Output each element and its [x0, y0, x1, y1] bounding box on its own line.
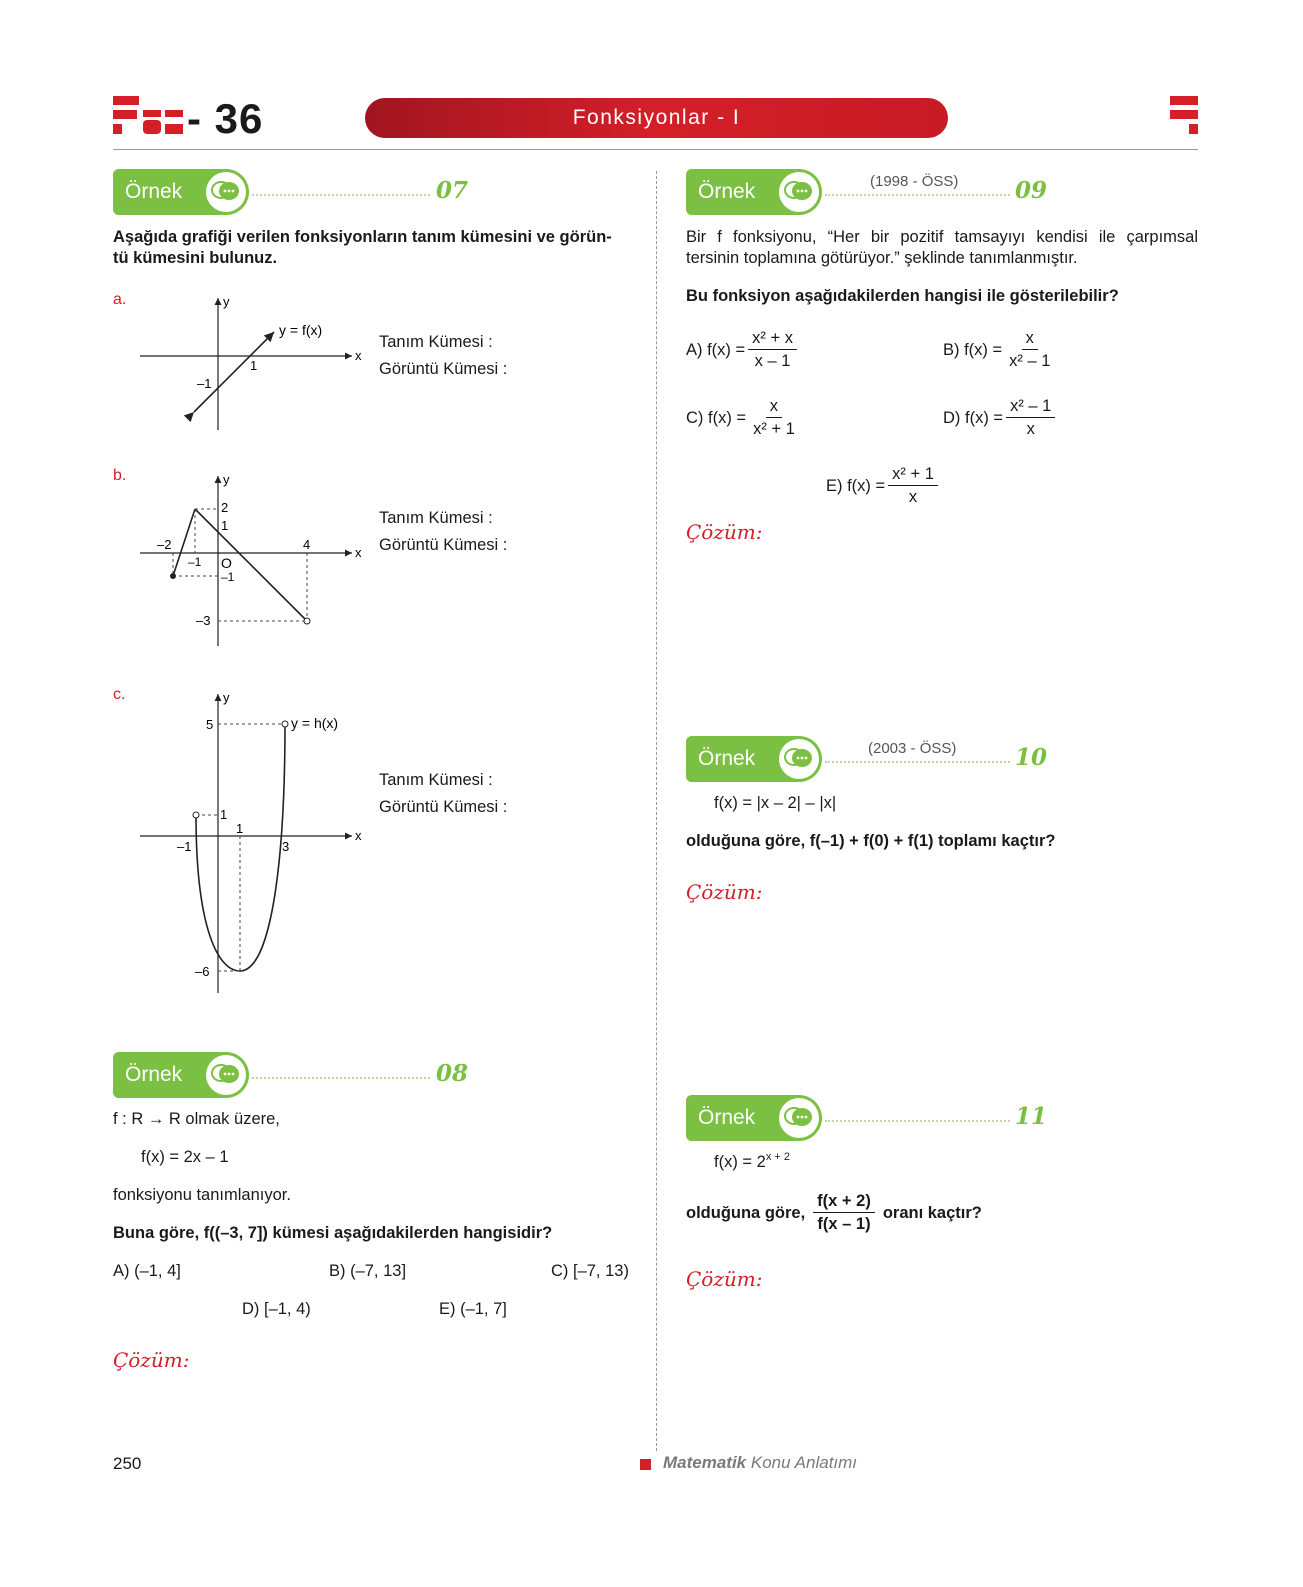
option-letter: C) [686, 408, 704, 427]
q09-option-e [826, 463, 941, 508]
fraction-numerator: x [766, 395, 782, 418]
example-badge-07 [113, 169, 249, 215]
question-number: 07 [436, 177, 469, 204]
fraction [888, 463, 938, 508]
tick-1: 1 [221, 518, 229, 533]
origin-label: O [221, 555, 232, 571]
tanim-kumesi-c: Tanım Kümesi : [379, 771, 493, 789]
tick-neg1-x: –1 [188, 555, 202, 569]
cozum-label: Çözüm: [686, 1267, 763, 1291]
q08-option-b: B) (–7, 13] [329, 1262, 407, 1280]
option-lhs: f(x) = [707, 340, 746, 359]
fraction-denominator: x² – 1 [1009, 352, 1051, 370]
curve-label-f: y = f(x) [279, 322, 323, 338]
goruntu-kumesi-c: Görüntü Kümesi : [379, 798, 508, 816]
x-axis-label: x [355, 828, 362, 843]
question-suffix: oranı kaçtır? [882, 1203, 982, 1222]
q08-line1: f : R → R olmak üzere, [113, 1110, 280, 1128]
cozum-label: Çözüm: [686, 880, 763, 904]
q08-option-d: D) [–1, 4) [242, 1300, 311, 1318]
curve-label-h: y = h(x) [291, 715, 339, 731]
faz-logo [113, 96, 185, 142]
q09-question: Bu fonksiyon aşağıdakilerden hangisi ile gösterilebilir? [686, 287, 1119, 305]
example-label: Örnek [125, 180, 183, 203]
tanim-kumesi-b: Tanım Kümesi : [379, 509, 493, 527]
fraction-denominator: x [1026, 420, 1035, 438]
example-badge-09 [686, 169, 822, 215]
fraction-numerator: x² + x [748, 327, 797, 350]
x-axis-label: x [355, 545, 362, 560]
q10-question: olduğuna göre, f(–1) + f(0) + f(1) toplamı kaçtır? [686, 832, 1056, 850]
header-rule [113, 149, 1198, 150]
q09-line1: Bir f fonksiyonu, “Her bir pozitif tamsayıyı kendisi ile çarpımsal [686, 228, 1198, 246]
fraction [1006, 395, 1055, 440]
tanim-kumesi-a: Tanım Kümesi : [379, 333, 493, 351]
q07-prompt-2: tü kümesini bulunuz. [113, 249, 278, 267]
graph-b [130, 470, 365, 650]
option-lhs: f(x) = [847, 476, 886, 495]
fraction-numerator: f(x + 2) [813, 1190, 875, 1213]
y-axis-label: y [223, 472, 230, 487]
option-letter: D) [943, 408, 961, 427]
part-letter-a: a. [113, 291, 127, 308]
tick-neg1: –1 [197, 376, 212, 391]
source-year: (2003 - ÖSS) [868, 740, 957, 757]
footer-square-icon [640, 1459, 651, 1470]
unit-number: - 36 [187, 95, 264, 142]
column-divider [656, 171, 657, 1451]
formula-base: f(x) = 2 [714, 1153, 766, 1171]
leader-dots [825, 761, 1010, 763]
part-letter-b: b. [113, 467, 127, 484]
formula-exponent: x + 2 [765, 1151, 790, 1163]
leader-dots [252, 194, 430, 196]
q09-option-b [943, 327, 1057, 372]
fraction-denominator: x² + 1 [753, 420, 795, 438]
y-axis-label: y [223, 294, 230, 309]
fraction [1005, 327, 1054, 372]
page-number: 250 [113, 1454, 142, 1473]
x-axis-label: x [355, 348, 362, 363]
goruntu-kumesi-a: Görüntü Kümesi : [379, 360, 508, 378]
leader-dots [825, 194, 1010, 196]
option-letter: E) [826, 476, 843, 495]
example-label: Örnek [125, 1063, 183, 1086]
leader-dots [252, 1077, 430, 1079]
option-letter: B) [943, 340, 960, 359]
fraction-numerator: x [1022, 327, 1038, 350]
book-title [663, 1453, 857, 1473]
question-number: 11 [1015, 1103, 1048, 1130]
fraction-denominator: x – 1 [754, 352, 791, 370]
option-lhs: f(x) = [965, 408, 1004, 427]
example-label: Örnek [698, 180, 756, 203]
book-title-bold: Matematik [663, 1453, 747, 1472]
part-letter-c: c. [113, 686, 126, 703]
example-badge-10 [686, 736, 822, 782]
fraction [748, 327, 797, 372]
tick-neg3: –3 [196, 613, 211, 628]
question-number: 09 [1015, 177, 1048, 204]
book-title-rest: Konu Anlatımı [750, 1453, 858, 1472]
speech-bubble-icon [779, 739, 819, 779]
q10-formula: f(x) = |x – 2| – |x| [714, 794, 837, 812]
corner-brand-mark [1170, 96, 1198, 140]
fraction-denominator: x [908, 488, 918, 506]
tick-3: 3 [282, 839, 290, 854]
q07-prompt: Aşağıda grafiği verilen fonksiyonların tanım kümesini ve görün- [113, 228, 612, 246]
q08-option-a: A) (–1, 4] [113, 1262, 181, 1280]
chapter-title: Fonksiyonlar - I [365, 98, 948, 138]
graph-c [130, 688, 365, 998]
example-badge-11 [686, 1095, 822, 1141]
fraction [749, 395, 799, 440]
tick-4: 4 [303, 537, 311, 552]
ratio-fraction [813, 1190, 875, 1235]
tick-1: 1 [250, 358, 258, 373]
option-lhs: f(x) = [708, 408, 747, 427]
q09-line2: tersinin toplamına götürüyor.” şeklinde tanımlanmıştır. [686, 249, 1078, 267]
graph-a [130, 292, 365, 437]
leader-dots [825, 1120, 1010, 1122]
tick-1-y: 1 [220, 807, 228, 822]
tick-neg6: –6 [195, 964, 210, 979]
q09-option-d [943, 395, 1058, 440]
y-axis-label: y [223, 690, 230, 705]
tick-neg1: –1 [177, 839, 192, 854]
tick-2: 2 [221, 500, 229, 515]
q11-formula [714, 1151, 790, 1173]
cozum-label: Çözüm: [113, 1348, 190, 1372]
fraction-numerator: x² – 1 [1006, 395, 1055, 418]
tick-neg2: –2 [157, 537, 172, 552]
question-prefix: olduğuna göre, [686, 1203, 806, 1222]
example-badge-08 [113, 1052, 249, 1098]
speech-bubble-icon [206, 1055, 246, 1095]
speech-bubble-icon [779, 1098, 819, 1138]
speech-bubble-icon [779, 172, 819, 212]
example-label: Örnek [698, 1106, 756, 1129]
fraction-denominator: f(x – 1) [817, 1215, 871, 1233]
example-label: Örnek [698, 747, 756, 770]
q08-line2: fonksiyonu tanımlanıyor. [113, 1186, 291, 1204]
q09-option-a [686, 327, 800, 372]
option-lhs: f(x) = [964, 340, 1003, 359]
q09-option-c [686, 395, 802, 440]
q08-question: Buna göre, f((–3, 7]) kümesi aşağıdakilerden hangisidir? [113, 1224, 553, 1242]
question-number: 10 [1015, 744, 1048, 771]
source-year: (1998 - ÖSS) [870, 173, 959, 190]
goruntu-kumesi-b: Görüntü Kümesi : [379, 536, 508, 554]
q08-formula: f(x) = 2x – 1 [141, 1148, 229, 1166]
tick-neg1-y: –1 [221, 570, 235, 584]
q08-option-e: E) (–1, 7] [439, 1300, 507, 1318]
q11-question [686, 1190, 982, 1235]
cozum-label: Çözüm: [686, 520, 763, 544]
fraction-numerator: x² + 1 [888, 463, 938, 486]
option-letter: A) [686, 340, 703, 359]
question-number: 08 [436, 1060, 469, 1087]
tick-1-x: 1 [236, 821, 244, 836]
tick-5: 5 [206, 717, 214, 732]
speech-bubble-icon [206, 172, 246, 212]
q08-option-c: C) [–7, 13) [551, 1262, 629, 1280]
